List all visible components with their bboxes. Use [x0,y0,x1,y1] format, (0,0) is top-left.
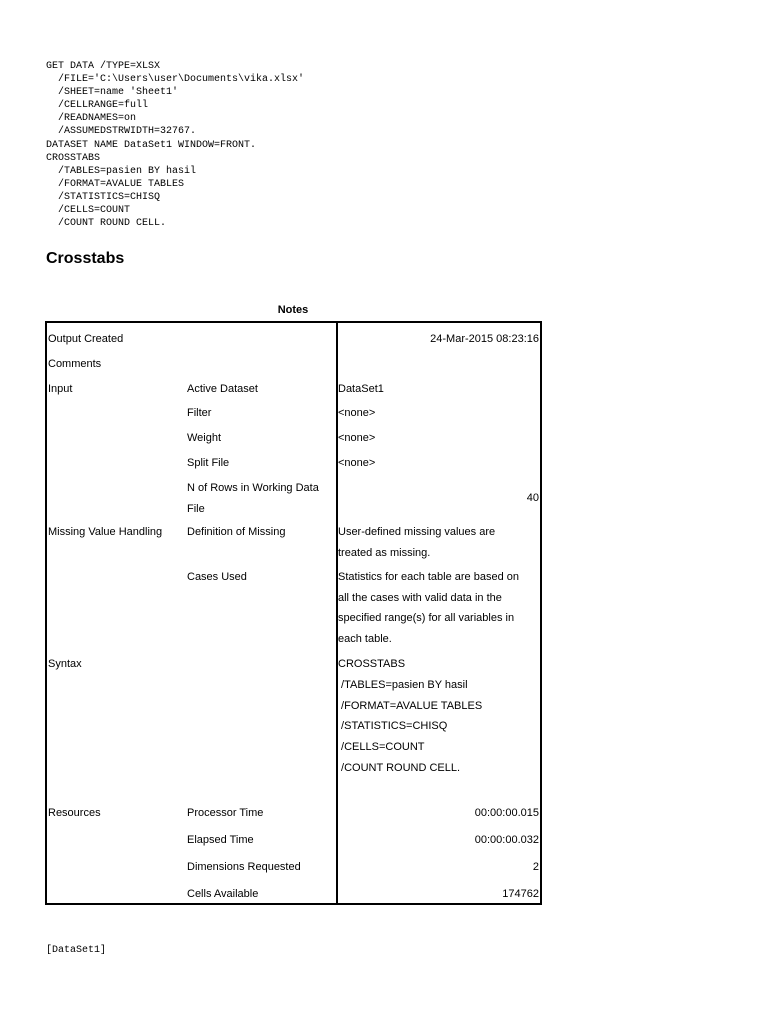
input-label: Input [48,383,73,395]
syntax-line: /FORMAT=AVALUE TABLES [46,178,185,190]
processor-time-label: Processor Time [187,807,264,819]
resources-label: Resources [48,807,101,819]
syntax-line: /FILE='C:\Users\user\Documents\vika.xlsx' [46,74,305,86]
notes-table [45,321,542,905]
syntax-value-line: /TABLES=pasien BY hasil [338,679,468,691]
cases-used-label: Cases Used [187,571,247,583]
output-created-value: 24-Mar-2015 08:23:16 [430,333,539,345]
syntax-line: /READNAMES=on [46,113,137,125]
missing-value-handling-label: Missing Value Handling [48,526,163,538]
comments-label: Comments [48,358,102,370]
syntax-value-line: /COUNT ROUND CELL. [338,762,461,774]
syntax-value-line: /STATISTICS=CHISQ [338,720,448,732]
elapsed-time-value: 00:00:00.032 [474,834,539,846]
syntax-value-line: /FORMAT=AVALUE TABLES [338,700,483,712]
syntax-label: Syntax [48,658,82,670]
cells-available-value: 174762 [502,888,539,900]
weight-label: Weight [187,432,222,444]
syntax-line: /CELLS=COUNT [46,205,131,217]
cases-used-value: Statistics for each table are based on all the cases with valid data in the specified range(s) for all variables in each table. [338,571,519,645]
syntax-value-line: CROSSTABS [338,658,406,670]
active-dataset-label: Active Dataset [187,383,258,395]
dataset-tag: [DataSet1] [46,945,107,956]
syntax-line: /STATISTICS=CHISQ [46,191,161,203]
split-file-label: Split File [187,457,230,469]
elapsed-time-label: Elapsed Time [187,834,254,846]
cells-available-label: Cells Available [187,888,259,900]
syntax-value-line: /CELLS=COUNT [338,741,425,753]
weight-value: <none> [338,432,376,444]
filter-value: <none> [338,407,376,419]
n-rows-label: N of Rows in Working Data File [187,482,319,515]
notes-table-title: Notes [277,304,309,316]
syntax-line: GET DATA /TYPE=XLSX [46,61,161,72]
dimensions-requested-label: Dimensions Requested [187,861,301,873]
syntax-line: CROSSTABS [46,152,101,164]
syntax-line: /COUNT ROUND CELL. [46,218,167,230]
syntax-line: DATASET NAME DataSet1 WINDOW=FRONT. [46,139,257,151]
processor-time-value: 00:00:00.015 [474,807,539,819]
dimensions-requested-value: 2 [532,861,539,873]
section-heading: Crosstabs [46,250,125,267]
definition-of-missing-value: User-defined missing values are treated as missing. [338,526,496,559]
syntax-line: /CELLRANGE=full [46,100,149,112]
syntax-line: /SHEET=name 'Sheet1' [46,87,179,99]
filter-label: Filter [187,407,212,419]
split-file-value: <none> [338,457,376,469]
definition-of-missing-label: Definition of Missing [187,526,286,538]
output-created-label: Output Created [48,333,124,345]
active-dataset-value: DataSet1 [338,383,384,395]
syntax-line: /ASSUMEDSTRWIDTH=32767. [46,126,197,138]
syntax-line: /TABLES=pasien BY hasil [46,165,197,177]
syntax-block [46,60,304,230]
n-rows-value: 40 [526,492,539,504]
